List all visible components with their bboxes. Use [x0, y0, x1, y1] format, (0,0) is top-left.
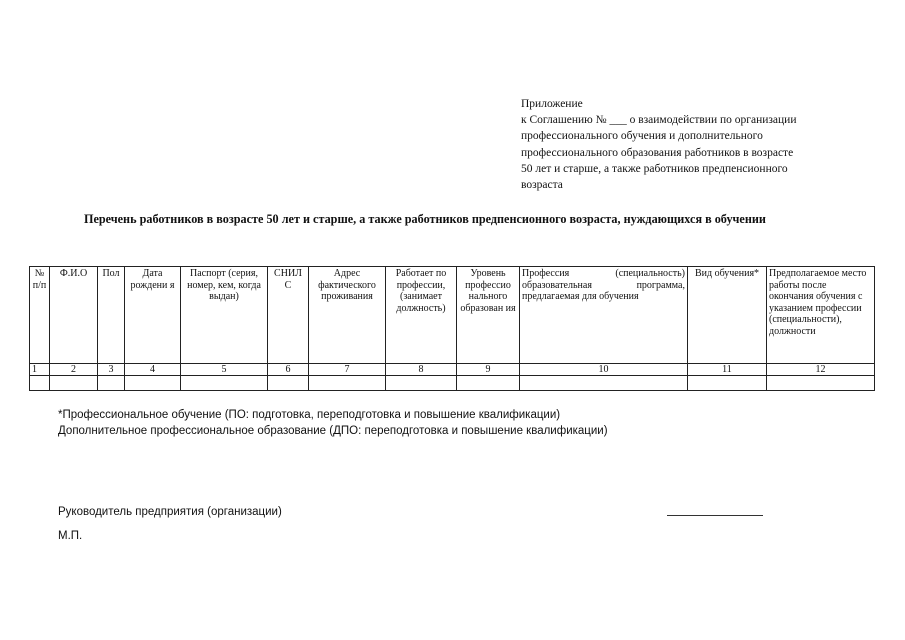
header-cell-workplace: Предполагаемое место работы после окончания обучения с указанием профессии (специальности), должности [767, 267, 875, 364]
header-cell-sex: Пол [98, 267, 125, 364]
header-cell-birthdate: Дата рождени я [125, 267, 181, 364]
signature-label: Руководитель предприятия (организации) [58, 506, 282, 518]
empty-cell[interactable] [98, 376, 125, 391]
appendix-block [521, 96, 839, 193]
signature-line[interactable] [667, 515, 763, 516]
footnote-line: *Профессиональное обучение (ПО: подготовка, переподготовка и повышение квалификации) [58, 409, 561, 421]
column-number: 3 [98, 364, 125, 376]
column-number: 9 [457, 364, 520, 376]
stamp-label: М.П. [58, 530, 83, 542]
column-number: 8 [386, 364, 457, 376]
empty-cell[interactable] [767, 376, 875, 391]
appendix-line: профессионального обучения и дополнительного [521, 130, 763, 143]
empty-data-row [30, 376, 875, 391]
empty-cell[interactable] [520, 376, 688, 391]
header-cell-num: № п/п [30, 267, 50, 364]
appendix-line: 50 лет и старше, а также работников предпенсионного [521, 162, 788, 175]
header-cell-occupation: Работает по профессии, (занимает должность) [386, 267, 457, 364]
header-cell-education: Уровень профессио нального образован ия [457, 267, 520, 364]
empty-cell[interactable] [268, 376, 309, 391]
empty-cell[interactable] [125, 376, 181, 391]
column-number: 4 [125, 364, 181, 376]
empty-cell[interactable] [688, 376, 767, 391]
appendix-line: к Соглашению № ___ о взаимодействии по организации [521, 114, 797, 127]
appendix-line: возраста [521, 179, 563, 192]
column-number: 10 [520, 364, 688, 376]
empty-cell[interactable] [386, 376, 457, 391]
appendix-line: Приложение [521, 98, 583, 110]
header-cell-passport: Паспорт (серия, номер, кем, когда выдан) [181, 267, 268, 364]
document-title: Перечень работников в возрасте 50 лет и старше, а также работников предпенсионного возраста, нуждающихся в обучении [84, 212, 766, 226]
empty-cell[interactable] [50, 376, 98, 391]
empty-cell[interactable] [181, 376, 268, 391]
column-number: 12 [767, 364, 875, 376]
empty-cell[interactable] [30, 376, 50, 391]
footnote [58, 407, 608, 439]
table-header-row [30, 267, 875, 364]
column-number: 1 [30, 364, 50, 376]
empty-cell[interactable] [457, 376, 520, 391]
footnote-line: Дополнительное профессиональное образование (ДПО: переподготовка и повышение квалификации) [58, 425, 608, 437]
column-number: 2 [50, 364, 98, 376]
header-cell-snils: СНИЛ С [268, 267, 309, 364]
header-cell-address: Адрес фактического проживания [309, 267, 386, 364]
column-number: 5 [181, 364, 268, 376]
header-cell-program: Профессия (специальность) образовательная программа, предлагаемая для обучения [520, 267, 688, 364]
column-number: 7 [309, 364, 386, 376]
column-number-row [30, 364, 875, 376]
empty-cell[interactable] [309, 376, 386, 391]
workers-table [29, 266, 875, 391]
column-number: 11 [688, 364, 767, 376]
header-cell-name: Ф.И.О [50, 267, 98, 364]
column-number: 6 [268, 364, 309, 376]
appendix-line: профессионального образования работников в возрасте [521, 146, 794, 159]
header-cell-training-type: Вид обучения* [688, 267, 767, 364]
